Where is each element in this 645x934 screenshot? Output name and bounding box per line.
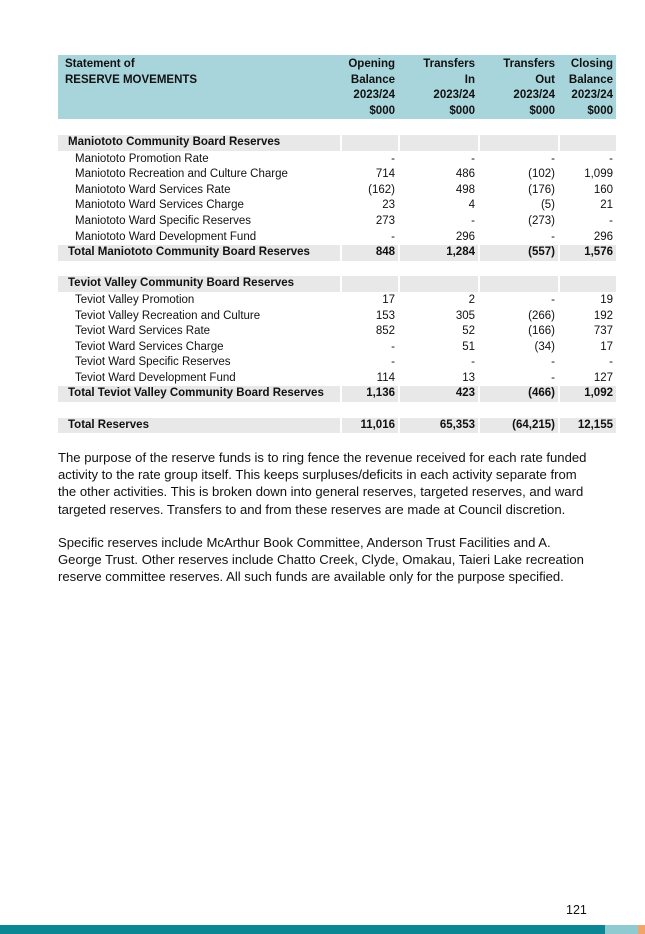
- section-title: Teviot Valley Community Board Reserves: [58, 276, 340, 293]
- row-value: 52: [462, 325, 475, 338]
- total-value: 848: [340, 245, 398, 261]
- row-value: -: [391, 340, 395, 353]
- row-value: 273: [375, 214, 395, 227]
- row-value: -: [609, 152, 613, 165]
- row-value: (162): [368, 183, 395, 196]
- table-row: [58, 324, 616, 340]
- row-value: 305: [455, 309, 475, 322]
- row-value: 51: [462, 340, 475, 353]
- footer-bar-teal: [0, 925, 605, 934]
- column-header: Out: [478, 73, 558, 89]
- total-value: (557): [478, 245, 558, 261]
- row-value: -: [391, 356, 395, 369]
- row-value: -: [609, 214, 613, 227]
- total-value: 1,092: [558, 386, 616, 402]
- row-value: 17: [382, 293, 395, 306]
- table-title: [58, 55, 340, 88]
- grand-total-value: (64,215): [478, 418, 558, 434]
- row-value: 23: [382, 199, 395, 212]
- footer-bar-light: [605, 925, 638, 934]
- row-value: -: [609, 356, 613, 369]
- row-label: Teviot Ward Development Fund: [75, 371, 236, 384]
- section-title: Maniototo Community Board Reserves: [58, 135, 340, 152]
- row-value: 486: [455, 168, 475, 181]
- row-value: 21: [600, 199, 613, 212]
- row-value: 19: [600, 293, 613, 306]
- table-row: [58, 167, 616, 183]
- section-total-row: [58, 245, 616, 261]
- table-row: [58, 183, 616, 199]
- paragraph-purpose: The purpose of the reserve funds is to ring fence the revenue received for each rate funded activity to the rate group itself. This keeps surpluses/deficits in each activity separate from the other activities. This is broken down into general reserves, targeted reserves, and ward targeted reserves. Transfers to and from these reserves are made at Council discretion.: [58, 450, 587, 517]
- section-header-row: [58, 276, 616, 293]
- row-value: 17: [600, 340, 613, 353]
- row-value: 160: [593, 183, 613, 196]
- column-header: $000: [558, 104, 616, 120]
- row-value: 498: [455, 183, 475, 196]
- row-value: -: [471, 152, 475, 165]
- section-header-row: [58, 135, 616, 152]
- table-row: [58, 230, 616, 246]
- table-row: [58, 293, 616, 309]
- table-row: [58, 309, 616, 325]
- row-label: Maniototo Ward Specific Reserves: [75, 214, 251, 227]
- table-row: [58, 355, 616, 371]
- row-value: (102): [528, 168, 555, 181]
- row-value: 714: [375, 168, 395, 181]
- column-header: In: [398, 73, 478, 89]
- column-header: $000: [340, 104, 398, 120]
- total-value: 1,136: [340, 386, 398, 402]
- row-value: -: [551, 293, 555, 306]
- total-value: (466): [478, 386, 558, 402]
- section-total-row: [58, 386, 616, 402]
- row-value: -: [551, 356, 555, 369]
- row-value: -: [391, 230, 395, 243]
- row-label: Teviot Valley Recreation and Culture: [75, 309, 261, 322]
- row-value: -: [471, 356, 475, 369]
- row-value: (273): [528, 214, 555, 227]
- row-value: (5): [540, 199, 555, 212]
- column-header: 2023/24: [478, 88, 558, 104]
- reserve-movements-table: [58, 55, 616, 433]
- total-label: Total Maniototo Community Board Reserves: [58, 245, 340, 261]
- row-value: -: [551, 230, 555, 243]
- row-value: 737: [593, 325, 613, 338]
- table-row: [58, 152, 616, 168]
- column-header: Closing: [558, 55, 616, 73]
- column-header: $000: [478, 104, 558, 120]
- row-value: 852: [375, 325, 395, 338]
- column-header: 2023/24: [558, 88, 616, 104]
- table-row: [58, 198, 616, 214]
- row-value: 1,099: [584, 168, 613, 181]
- row-value: 192: [593, 309, 613, 322]
- page-number: 121: [566, 903, 587, 917]
- row-label: Maniototo Ward Services Charge: [75, 199, 244, 212]
- total-label: Total Teviot Valley Community Board Reserves: [58, 386, 340, 402]
- row-value: (266): [528, 309, 555, 322]
- footer-bar-orange: [638, 925, 645, 934]
- grand-total-label: Total Reserves: [58, 418, 340, 434]
- row-value: -: [551, 152, 555, 165]
- column-header: Balance: [558, 73, 616, 89]
- row-value: (34): [534, 340, 555, 353]
- row-value: 4: [468, 199, 475, 212]
- row-value: 153: [375, 309, 395, 322]
- row-value: (176): [528, 183, 555, 196]
- column-header: Transfers: [478, 55, 558, 73]
- column-header: 2023/24: [398, 88, 478, 104]
- row-label: Maniototo Ward Development Fund: [75, 230, 257, 243]
- grand-total-value: 12,155: [558, 418, 616, 434]
- column-header: Balance: [340, 73, 398, 89]
- row-value: 296: [455, 230, 475, 243]
- column-header: 2023/24: [340, 88, 398, 104]
- paragraph-specific-reserves: Specific reserves include McArthur Book Committee, Anderson Trust Facilities and A. George Trust. Other reserves include Chatto Creek, Clyde, Omakau, Taieri Lake recreation reserve committee reserves. All such funds are available only for the purpose specified.: [58, 535, 584, 585]
- row-value: 127: [593, 371, 613, 384]
- table-title-line2: RESERVE MOVEMENTS: [65, 73, 198, 86]
- total-value: 1,284: [398, 245, 478, 261]
- row-value: -: [471, 214, 475, 227]
- grand-total-value: 11,016: [340, 418, 398, 434]
- table-row: [58, 214, 616, 230]
- row-value: -: [551, 371, 555, 384]
- table-row: [58, 371, 616, 387]
- row-value: 2: [468, 293, 475, 306]
- row-label: Teviot Ward Specific Reserves: [75, 356, 231, 369]
- row-label: Teviot Ward Services Rate: [75, 325, 211, 338]
- column-header: Opening: [340, 55, 398, 73]
- column-header: $000: [398, 104, 478, 120]
- row-value: 114: [376, 371, 395, 384]
- table-title-line1: Statement of: [65, 58, 135, 70]
- total-value: 1,576: [558, 245, 616, 261]
- row-label: Maniototo Ward Services Rate: [75, 183, 231, 196]
- row-label: Maniototo Recreation and Culture Charge: [75, 168, 288, 181]
- column-header: Transfers: [398, 55, 478, 73]
- grand-total-value: 65,353: [398, 418, 478, 434]
- row-value: 296: [593, 230, 613, 243]
- row-value: (166): [528, 325, 555, 338]
- total-value: 423: [398, 386, 478, 402]
- row-value: -: [391, 152, 395, 165]
- table-row: [58, 340, 616, 356]
- row-value: 13: [462, 371, 475, 384]
- grand-total-row: [58, 418, 616, 434]
- row-label: Teviot Ward Services Charge: [75, 340, 224, 353]
- row-label: Teviot Valley Promotion: [75, 293, 195, 306]
- row-label: Maniototo Promotion Rate: [75, 152, 209, 165]
